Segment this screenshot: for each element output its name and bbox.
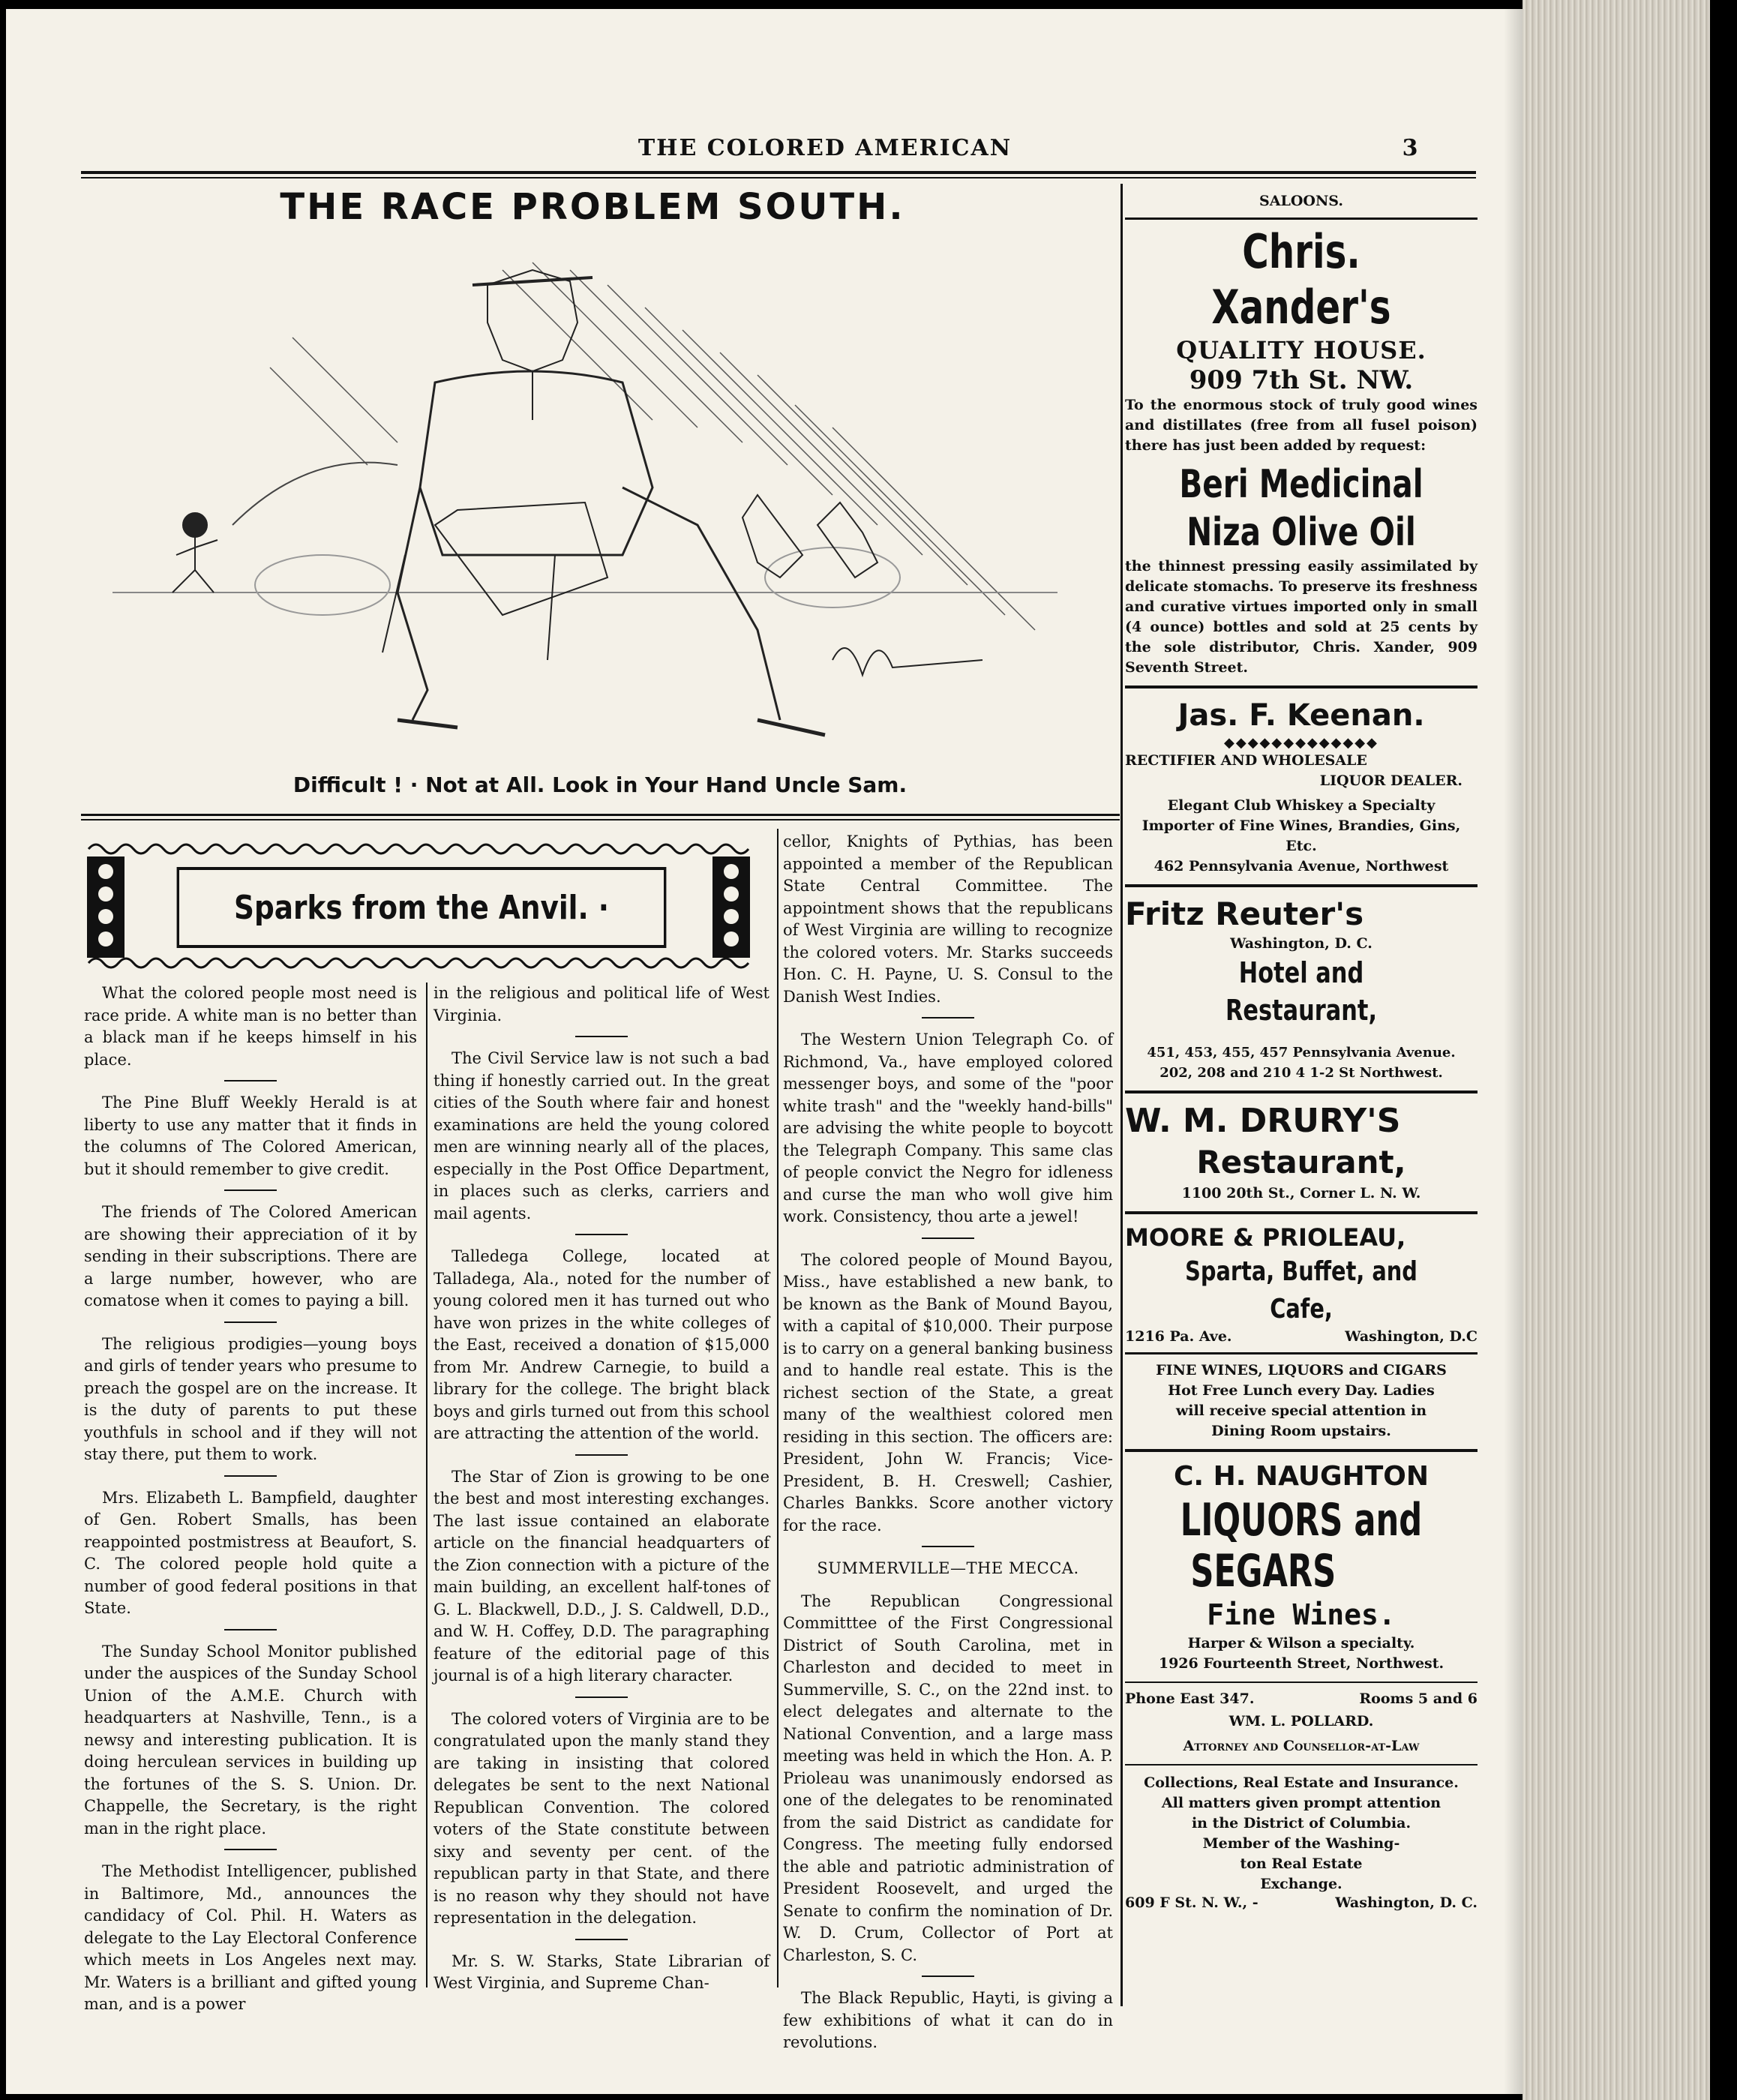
xander-name: Chris. Xander's <box>1211 224 1391 334</box>
separator <box>922 1976 974 1977</box>
keenan-line-2: LIQUOR DEALER. <box>1319 772 1462 789</box>
moore-kind: Sparta, Buffet, and Cafe, <box>1185 1256 1418 1324</box>
separator <box>575 1454 628 1456</box>
separator <box>575 1696 628 1698</box>
paragraph: The Star of Zion is growing to be one the best and most interesting exchanges. The last issue contained an elaborate article on the financial headquarters of the Zion connection with a picture of the main building, an excellent half-tones of G. L. Blackwell, D.D., J. S. Caldwell, D.D., and W. H. Coffey, D.D. The paragraphing feature of the editorial page of this journal is of a high literary character. <box>434 1467 770 1684</box>
paragraph: Mrs. Elizabeth L. Bampfield, daughter of Gen. Robert Smalls, has been reappointed postmistress at Beaufort, S. C. The colored people hold quite a number of good federal positions in that State. <box>84 1488 417 1617</box>
paragraph: The Methodist Intelligencer, published in Baltimore, Md., announces the candidacy of Col. Phil. H. Waters as delegate to the Lay Electoral Conference which meets in Los Angeles next may. Mr. Waters is a brilliant and gifted young man, and is a power <box>84 1862 417 2013</box>
column-rule-1 <box>426 982 428 1988</box>
drury-name: W. M. DRURY'S <box>1125 1102 1401 1140</box>
xander-intro: To the enormous stock of truly good wines and distillates (free from all fusel poison) there has just been added by request: <box>1125 397 1478 454</box>
naughton-ad <box>1125 1460 1478 1674</box>
drury-address: 1100 20th St., Corner L. N. W. <box>1181 1185 1421 1202</box>
naughton-specialty: Harper & Wilson a specialty. <box>1187 1635 1415 1652</box>
pollard-line-3: in the District of Columbia. <box>1191 1815 1412 1832</box>
naughton-fine-wines: Fine Wines. <box>1207 1598 1396 1631</box>
moore-address-row <box>1125 1328 1478 1345</box>
moore-address-right: Washington, D.C <box>1345 1328 1478 1345</box>
ornament-row: ◆◆◆◆◆◆◆◆◆◆◆◆◆ <box>1224 735 1378 751</box>
ads-section-label: SALOONS. <box>1259 193 1343 209</box>
reuter-city: Washington, D. C. <box>1230 935 1372 952</box>
paragraph: The Civil Service law is not such a bad thing if honestly carried out. In the great cities of the South where fair and honest examinations are held the young colored men are winning nearly all of the places, especially in the Post Office Department, in places such as clerks, carriers and mail agents. <box>434 1049 770 1222</box>
paragraph: The friends of The Colored American are showing their appreciation of it by sending in their subscriptions. There are a large number, however, who are comatose when it comes to paying a bill. <box>84 1203 417 1310</box>
naughton-big-2: SEGARS <box>1190 1545 1336 1598</box>
ad-rule <box>1125 1352 1478 1354</box>
separator <box>922 1238 974 1239</box>
separator <box>922 1546 974 1547</box>
section-heading: SUMMERVILLE—THE MECCA. <box>817 1559 1079 1577</box>
pollard-ad <box>1125 1690 1478 1911</box>
masthead-rule <box>81 171 1476 174</box>
xander-product-2: Niza Olive Oil <box>1186 510 1416 555</box>
masthead <box>75 135 1538 172</box>
moore-line-4: Dining Room upstairs. <box>1211 1423 1391 1439</box>
drury-kind: Restaurant, <box>1196 1144 1406 1180</box>
separator <box>575 1939 628 1940</box>
separator <box>224 1475 277 1477</box>
reuter-name: Fritz Reuter's <box>1125 896 1364 932</box>
pollard-line-4: Member of the Washing- <box>1202 1835 1400 1852</box>
ad-rule <box>1125 1682 1478 1683</box>
pollard-phone-row <box>1125 1690 1478 1707</box>
advertisement-column <box>1125 191 1478 1911</box>
column-1 <box>84 982 417 2020</box>
separator <box>224 1080 277 1082</box>
paragraph: What the colored people most need is race pride. A white man is no better than a black man if he keeps himself in his place. <box>84 984 417 1069</box>
scan-border <box>1710 0 1737 2100</box>
paragraph: cellor, Knights of Pythias, has been appointed a member of the Republican State Central Committee. The appointment shows that the republicans of West Virginia are willing to recognize the colored voters. Mr. Starks succeeds Hon. C. H. Payne, U. S. Consul to the Danish West Indies. <box>783 832 1113 1006</box>
cartoon-caption: Difficult ! · Not at All. Look in Your Hand Uncle Sam. <box>292 772 908 797</box>
paragraph: The Sunday School Monitor published under the auspices of the Sunday School Union of the A.M.E. Church with headquarters at Nashville, Tenn., is a newsy and interesting publication. It is doing herculean services in building up the fortunes of the S. S. Union. Dr. Chappelle, the Secretary, is the right man in the right place. <box>84 1642 417 1838</box>
paragraph: The religious prodigies—young boys and girls of tender years who presume to preach the gospel are on the increase. It is the duty of parents to put these youthfuls in school and if they will not stay there, put them to work. <box>84 1334 417 1463</box>
drury-ad <box>1125 1101 1478 1204</box>
ad-rule <box>1125 1764 1478 1766</box>
separator <box>224 1629 277 1630</box>
ad-rule <box>1125 686 1478 688</box>
pollard-line-5: ton Real Estate <box>1240 1856 1363 1872</box>
paragraph: The Pine Bluff Weekly Herald is at liberty to use any matter that it finds in the columns of The Colored American, but it should remember to give credit. <box>84 1094 417 1178</box>
paragraph: Mr. S. W. Starks, State Librarian of West Virginia, and Supreme Chan- <box>434 1952 770 1992</box>
separator <box>224 1190 277 1191</box>
cartoon-bottom-rule <box>81 814 1120 816</box>
ad-rule <box>1125 1211 1478 1214</box>
keenan-ad <box>1125 696 1478 877</box>
moore-ad <box>1125 1222 1478 1442</box>
xander-ad <box>1125 224 1478 678</box>
reuter-kind: Hotel and Restaurant, <box>1225 956 1378 1027</box>
pollard-address-right: Washington, D. C. <box>1335 1894 1478 1911</box>
naughton-name: C. H. NAUGHTON <box>1173 1461 1430 1492</box>
reuter-ad <box>1125 895 1478 1083</box>
moore-name: MOORE & PRIOLEAU, <box>1125 1223 1406 1252</box>
paragraph: The colored voters of Virginia are to be congratulated upon the manly stand they are taking in insisting that colored delegates be sent to the next National Republican Convention. The colored voters of the State constitute between sixy and seventy per cent. of the republican party in that State, and there is no reason why they should not have representation in the delegation. <box>434 1709 770 1927</box>
moore-line-3: will receive special attention in <box>1175 1402 1427 1419</box>
xander-sub: QUALITY HOUSE. <box>1176 336 1426 364</box>
pollard-address-left: 609 F St. N. W., - <box>1125 1894 1258 1911</box>
reuter-address-2: 202, 208 and 210 4 1-2 St Northwest. <box>1160 1065 1443 1081</box>
pollard-line-6: Exchange. <box>1260 1876 1342 1892</box>
column-3 <box>783 831 1113 2059</box>
ad-rule <box>1125 1090 1478 1094</box>
keenan-line-5: 462 Pennsylvania Avenue, Northwest <box>1154 858 1449 874</box>
keenan-line-4: Importer of Fine Wines, Brandies, Gins, Etc. <box>1142 818 1461 854</box>
sparks-header-box <box>81 834 756 975</box>
naughton-address: 1926 Fourteenth Street, Northwest. <box>1158 1655 1444 1672</box>
moore-address-left: 1216 Pa. Ave. <box>1125 1328 1232 1345</box>
ad-rule <box>1125 1449 1478 1452</box>
separator <box>224 1849 277 1850</box>
paragraph: Talledega College, located at Talladega, Ala., noted for the number of young colored men it has turned out who have won prizes in the white colleges of the East, received a donation of $15,000 from Mr. Andrew Carnegie, to build a library for the college. The bright black boys and girls turned out from this school are attracting the attention of the world. <box>434 1247 770 1442</box>
masthead-title: THE COLORED AMERICAN <box>638 135 1012 161</box>
cartoon-illustration <box>82 240 1118 758</box>
keenan-line-1: RECTIFIER AND WHOLESALE <box>1125 752 1367 769</box>
moore-line-2: Hot Free Lunch every Day. Ladies <box>1168 1382 1435 1399</box>
sparks-title: Sparks from the Anvil. · <box>177 867 667 948</box>
pollard-line-1: Collections, Real Estate and Insurance. <box>1144 1774 1459 1791</box>
column-rule-2 <box>777 829 778 1988</box>
keenan-line-3: Elegant Club Whiskey a Specialty <box>1167 797 1436 814</box>
paragraph: The colored people of Mound Bayou, Miss., have established a new bank, to be known as the Bank of Mound Bayou, with a capital of $10,000. Their purpose is to carry on a general banking business and to handle real estate. This is the richest section of the State, a great many of the wealthiest colored men residing in this section. The officers are: President, John W. Francis; Vice-President, B. H. Creswell; Cashier, Charles Bankks. Score another victory for the race. <box>783 1250 1113 1534</box>
separator <box>224 1322 277 1323</box>
xander-address: 909 7th St. NW. <box>1189 365 1414 395</box>
pollard-phone: Phone East 347. <box>1125 1690 1255 1707</box>
pollard-name: WM. L. POLLARD. <box>1228 1713 1374 1730</box>
pollard-address-row <box>1125 1894 1478 1911</box>
cartoon-title: THE RACE PROBLEM SOUTH. <box>280 186 905 228</box>
paragraph: in the religious and political life of West Virginia. <box>434 984 770 1024</box>
masthead-rule-thin <box>81 177 1476 178</box>
xander-product-1: Beri Medicinal <box>1179 462 1424 507</box>
keenan-name: Jas. F. Keenan. <box>1178 698 1425 733</box>
cartoon-bottom-rule-thin <box>81 819 1120 820</box>
reuter-address-1: 451, 453, 455, 457 Pennsylvania Avenue. <box>1147 1045 1456 1060</box>
xander-body: the thinnest pressing easily assimilated by delicate stomachs. To preserve its freshness and curative virtues imported only in small (4 ounce) bottles and sold at 25 cents by the sole distributor, Chris. Xander, 909 Seventh Street. <box>1125 558 1478 676</box>
separator <box>575 1234 628 1235</box>
column-2 <box>434 982 770 2000</box>
moore-line-1: FINE WINES, LIQUORS and CIGARS <box>1156 1362 1447 1378</box>
paragraph: The Republican Congressional Committtee of the First Congressional District of South Carolina, met in Charleston and decided to meet in Summerville, S. C., on the 22nd inst. to elect delegates and alternate to the National Convention, and a large mass meeting was held in which the Hon. A. P. Prioleau was unanimously endorsed as one of the delegates to be renominated from the said District as candidate for Congress. The meeting fully endorsed the able and patriotic administration of President Roosevelt, and urged the Senate to confirm the nomination of Dr. W. D. Crum, Collector of Port at Charleston, S. C. <box>783 1592 1113 1964</box>
separator <box>575 1036 628 1037</box>
ad-column-rule <box>1120 184 1123 2006</box>
paragraph: The Western Union Telegraph Co. of Richmond, Va., have employed colored messenger boys, and some of the "poor white trash" and the "weekly hand-bills" are advising the white people to boycott the Telegraph Company. This same clas of people convict the Negro for idleness and curse the man who woll give him work. Consistency, thou arte a jewel! <box>783 1030 1113 1226</box>
separator <box>922 1017 974 1018</box>
book-page-edges <box>1522 0 1710 2100</box>
pollard-title: Attorney and Counsellor-at-Law <box>1183 1738 1420 1754</box>
page-number: 3 <box>1402 135 1418 161</box>
paragraph: The Black Republic, Hayti, is giving a few exhibitions of what it can do in revolutions. <box>783 1989 1113 2051</box>
ad-rule <box>1125 218 1478 220</box>
pollard-line-2: All matters given prompt attention <box>1161 1795 1442 1811</box>
pollard-rooms: Rooms 5 and 6 <box>1359 1690 1478 1707</box>
naughton-big-1: LIQUORS and <box>1180 1494 1423 1546</box>
ad-rule <box>1125 884 1478 887</box>
